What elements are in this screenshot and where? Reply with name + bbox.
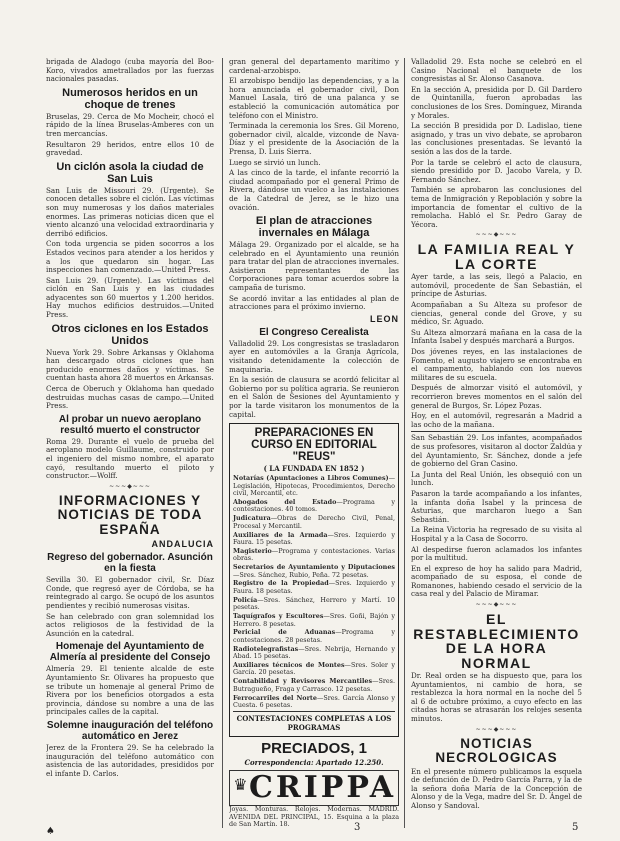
article-text: Se acordó invitar a las entidades al plan de atracciones para el próximo invierno. [229,293,399,312]
section-title-royal-family: LA FAMILIA REAL Y LA CORTE [417,241,576,272]
ad-list [233,475,395,709]
ad-list-item: Taquígrafos y Escultores—Sres. Goñi, Bajón y Herrero. 8 pesetas. [233,612,395,628]
article-text: En la sesión de clausura se acordó felicitar al Gobierno por su política agraria. Se reunieron en el Salón de Sesiones del Ayuntamiento y por la tarde visitaron los monumentos de la capital. [229,375,399,419]
ad-list-item: Pericial de Aduanas—Programa y contestaciones. 28 pesetas. [233,628,395,644]
article-text: En la sección A, presidida por D. Gil Dardero de Quintanilla, fueron aprobadas las conclusiones de los Sres. Domínguez, Miranda y Morales. [411,84,582,120]
ornament-separator: ~~~◆~~~ [475,725,518,733]
article-text: Málaga 29. Organizado por el alcalde, se ha celebrado en el Ayuntamiento una reunión para tratar del plan de atracciones invernales. Asistieron representantes de las Corporaciones para tomar acuerdos sobre la campaña de turismo. [229,240,399,293]
article-text: Cerca de Oberuch y Oklahoma han quedado destruidas muchas casas de campo.—United Press. [46,384,214,411]
headline-governor-return: Regreso del gobernador. Asunción en la fiesta [47,552,213,575]
section-title-normal-hour: EL RESTABLECIMIENTO DE LA HORA NORMAL [413,611,580,671]
headline-other-cyclones: Otros ciclones en los Estados Unidos [51,322,209,347]
article-text: La Reina Victoria ha regresado de su visita al Hospital y a la Casa de Socorro. [411,525,582,543]
region-label-leon: LEON [369,313,399,324]
ad-list-item: Ferrocarriles del Norte—Sres. García Alonso y Cuesta. 6 pesetas. [233,693,395,710]
article-text: Almería 29. El teniente alcalde de este Ayuntamiento Sr. Olivares ha propuesto que se tribute un homenaje al general Primo de Rivera por los beneficios otorgados a esta provincia, dándose su nombre a una de las principales calles de la capital. [46,664,214,717]
ad-list-item: Radiotelegrafistas—Sres. Nebrija, Hernando y Abad. 15 pesetas. [233,644,395,661]
article-text: Con toda urgencia se piden socorros a los Estados vecinos para atender a los heridos y a los que quedaron sin hogar. Las inspecciones han comenzado.—United Press. [46,239,214,275]
article-text: A las cinco de la tarde, el infante recorrió la ciudad acompañado por el general Primo de Rivera, dándose un vuelco a las instalaciones de la Catedral de Jerez, se le hizo una ovación. [229,168,399,212]
ad-list-item: Judicatura—Obras de Derecho Civil, Penal, Procesal y Mercantil. [233,514,395,530]
ad-list-item: Secretarios de Ayuntamiento y Diputaciones—Sres. Sánchez, Rubio, Peña. 72 pesetas. [233,563,395,579]
ad-footer: CONTESTACIONES COMPLETAS A LOS PROGRAMAS [236,714,392,733]
article-text: Valladolid 29. Los congresistas se trasladaron ayer en automóviles a la Granja Agrícola, visitando detenidamente la colección de maquinaria. [229,338,399,374]
ad-subtitle: ( LA FUNDADA EN 1852 ) [263,464,365,474]
preciados-address: PRECIADOS, 1 [261,740,367,758]
article-text: En el presente número publicamos la esquela de defunción de D. Pedro García Parra, y la de la señora doña María de la Concepción de Alonso y de la Vega, madre del Sr. D. Ángel de Alonso y Sandoval. [411,766,582,810]
headline-cyclone-san-luis: Un ciclón asola la ciudad de San Luis [56,160,204,185]
headline-airplane-test: Al probar un nuevo aeroplano resultó muerto el constructor [58,413,202,436]
headline-cereal-congress: El Congreso Cerealista [259,326,369,338]
column-middle [229,58,399,828]
article-text: En el expreso de hoy ha salido para Madrid, acompañado de su esposa, el conde de Romanones, habiendo cesado el servicio de la casa real y del Palacio de Miramar. [411,563,582,599]
article-text: Resultaron 29 heridos, entre ellos 10 de gravedad. [46,139,214,158]
footer-mark-left: ♠ [46,826,55,837]
article-text: Su Alteza almorzará mañana en la casa de la Infanta Isabel y después marchará a Burgos. [411,327,582,346]
article-text: La Junta del Real Unión, les obsequió con un lunch. [411,469,582,488]
article-text: Dr. Real orden se ha dispuesto que, para los Ayuntamientos, ni cambio de hora, se restablezca la hora normal en la noche del 5 al 6 de octubre próximo, a cuyo efecto en las citadas horas se atrasarán los relojes sesenta minutos. [411,671,582,724]
crippa-advertisement [229,770,399,806]
headline-almeria-homage: Homenaje del Ayuntamiento de Almería al presidente del Consejo [49,641,211,664]
footer-mark-center: 3 [354,822,361,833]
article-text: Al despedirse fueron aclamados los infantes por la multitud. [411,544,582,563]
correspondence-line: Correspondencia: Apartado 12.250. [244,758,384,768]
article-text: brigada de Aladogo (cuba mayoría del Boo-Koro, vivados ametrallados por las fuerzas nacionales pasadas. [46,58,214,84]
ad-list-item: Abogados del Estado—Programa y contestaciones. 40 tomos. [233,497,395,514]
ad-list-item: Auxiliares técnicos de Montes—Sres. Soler y García. 20 pesetas. [233,661,395,677]
article-text: San Luis de Missouri 29. (Urgente). Se conocen detalles sobre el ciclón. Las víctimas son muy numerosas y los daños materiales enormes. Las primeras noticias dicen que el viento alcanzó una velocidad extraordinaria y derribó edificios. [46,185,214,238]
reus-advertisement [229,423,399,737]
ad-list-item: Magisterio—Programa y contestaciones. Varias obras. [233,546,395,563]
article-text: Nueva York 29. Sobre Arkansas y Oklahoma han descargado otros ciclones que han producido enormes daños y víctimas. Se cuentan hasta ahora 28 muertos en Arkansas. [46,347,214,383]
newspaper-page [46,58,582,828]
article-text: Ayer tarde, a las seis, llegó a Palacio, en automóvil, procedente de San Sebastián, el príncipe de Asturias. [411,272,582,299]
article-text: Terminada la ceremonia los Sres. Gil Moreno, gobernador civil, alcalde, vizconde de Nava-Díaz y el presidente de la Asociación de la Prensa, D. Luis Sierra. [229,121,399,156]
article-text: Jerez de la Frontera 29. Se ha celebrado la inauguración del teléfono automático con asistencia de las autoridades, presididos por el infante D. Carlos. [46,743,214,778]
article-text: La sección B presidida por D. Ladislao, tiene asignado, y tras un vivo debate, se aprobaron las conclusiones presentadas. Se levantó la sesión a las dos de la tarde. [411,121,582,156]
crippa-text: Joyas. Monturas. Relojes. Modernas. MADRID. AVENIDA DEL PRINCIPAL, 15. Esquina a la plaza de San Martín. 18. [229,805,399,828]
article-text: Roma 29. Durante el vuelo de prueba del aeroplano modelo Guillaume, construido por el ingeniero del mismo nombre, el aparato cayó, resultando muerto el piloto y constructor.—Wolff. [46,436,214,481]
region-label-andalucia: ANDALUCIA [151,539,214,550]
column-rule-2 [404,58,405,828]
ad-list-item: Policía—Sres. Sánchez, Herrero y Martí. 10 pesetas. [233,595,395,612]
headline-train-crash: Numerosos heridos en un choque de trenes [62,86,198,111]
article-text: También se aprobaron las conclusiones del tema de Inmigración y Repoblación y sobre la importancia de fomentar el cultivo de la remolacha. Habló el Sr. Pedro Garay de Yécora. [411,185,582,229]
ornament-separator: ~~~◆~~~ [475,231,518,239]
article-text: Hoy, en el automóvil, regresarán a Madrid a las ocho de la mañana. [411,411,582,429]
article-text: El arzobispo bendijo las dependencias, y a la hora anunciada el gobernador civil, Don Manuel Lasala, tiró de una palanca y se estableció la comunicación automática por teléfono con el Ministro. [229,76,399,120]
article-text: Se han celebrado con gran solemnidad los actos religiosos de la festividad de la Asunción en la catedral. [46,611,214,638]
column-right [411,58,582,828]
column-rule-1 [222,58,223,828]
article-text: Valladolid 29. Esta noche se celebró en el Casino Nacional el banquete de los congresistas al Sr. Alonso Casanova. [411,58,582,84]
headline-jerez-telephone: Solemne inauguración del teléfono automático en Jerez [46,720,214,742]
ad-title: PREPARACIONES EN CURSO EN EDITORIAL "REUS" [251,427,377,464]
article-text: Bruselas, 29. Cerca de Mo Mocheir, chocó el rápido de la línea Bruselas-Amberes con un tren mercancías. [46,111,214,138]
article-text: Por la tarde se celebró el acto de clausura, siendo presidido por D. Jacobo Varela, y D. Fernando Sánchez. [411,157,582,184]
column-left [46,58,214,828]
article-text: gran general del departamento marítimo y cardenal-arzobispo. [229,58,399,75]
ornament-separator: ~~~◆~~~ [475,601,518,609]
section-title-spain-news: INFORMACIONES Y NOTICIAS DE TODA ESPAÑA [57,492,203,537]
article-text: Luego se sirvió un lunch. [229,157,321,167]
article-text: Acompañaban a Su Alteza su profesor de ciencias, general conde del Grove, y su médico, Sr. Aguado. [411,300,582,327]
crippa-logo: CRIPPA [248,770,396,806]
ad-list-item: Auxiliares de la Armada—Sres. Izquierdo y Faura. 15 pesetas. [233,530,395,546]
headline-malaga-plan: El plan de atracciones invernales en Málaga [255,215,373,240]
article-text: San Sebastián 29. Los infantes, acompañados de sus profesores, visitaron al doctor Zaldúa y del Ayuntamiento, Sr. Sánchez, donde a jefe de gobierno del Gran Casino. [411,433,582,469]
footer-mark-right: 5 [572,822,579,833]
article-text: Sevilla 30. El gobernador civil, Sr. Díaz Conde, que regresó ayer de Córdoba, se ha reintegrado al cargo. Se ocupó de los asuntos pendientes y recibió numerosas visitas. [46,575,214,611]
article-text: Dos jóvenes reyes, en las instalaciones de Fomento, el augusto viajero se encontraba en el campamento, hablando con los nuevos militares de su escuela. [411,347,582,382]
ornament-separator: ~~~◆~~~ [109,482,151,490]
ad-list-item: Notarías (Apuntaciones a Libros Comunes)—Legislación, Hipotecas, Procedimientos, Derecho civil, Mercantil, etc. [233,474,395,497]
article-text: Pasaron la tarde acompañando a los infantes, la infanta doña Isabel y la princesa de Asturias, que marcharon luego a San Sebastián. [411,488,582,524]
article-text: Después de almorzar visitó el automóvil, y recorrieron breves momentos en el salón del general de Burgos, Sr. López Pozas. [411,383,582,410]
article-text: San Luis 29. (Urgente). Las víctimas del ciclón en San Luis y en las ciudades adyacentes son 60 muertos y 1.200 heridos. Hay muchos edificios destruidos.—United Press. [46,275,214,320]
crown-emblem-icon: ♛ [233,775,248,795]
section-title-obituaries: NOTICIAS NECROLOGICAS [435,735,558,766]
ad-list-item: Registro de la Propiedad—Sres. Izquierdo y Faura. 18 pesetas. [233,579,395,595]
ad-list-item: Contabilidad y Revisores Mercantiles—Sres. Butragueño, Fraga y Carrasco. 12 pesetas. [233,677,395,693]
